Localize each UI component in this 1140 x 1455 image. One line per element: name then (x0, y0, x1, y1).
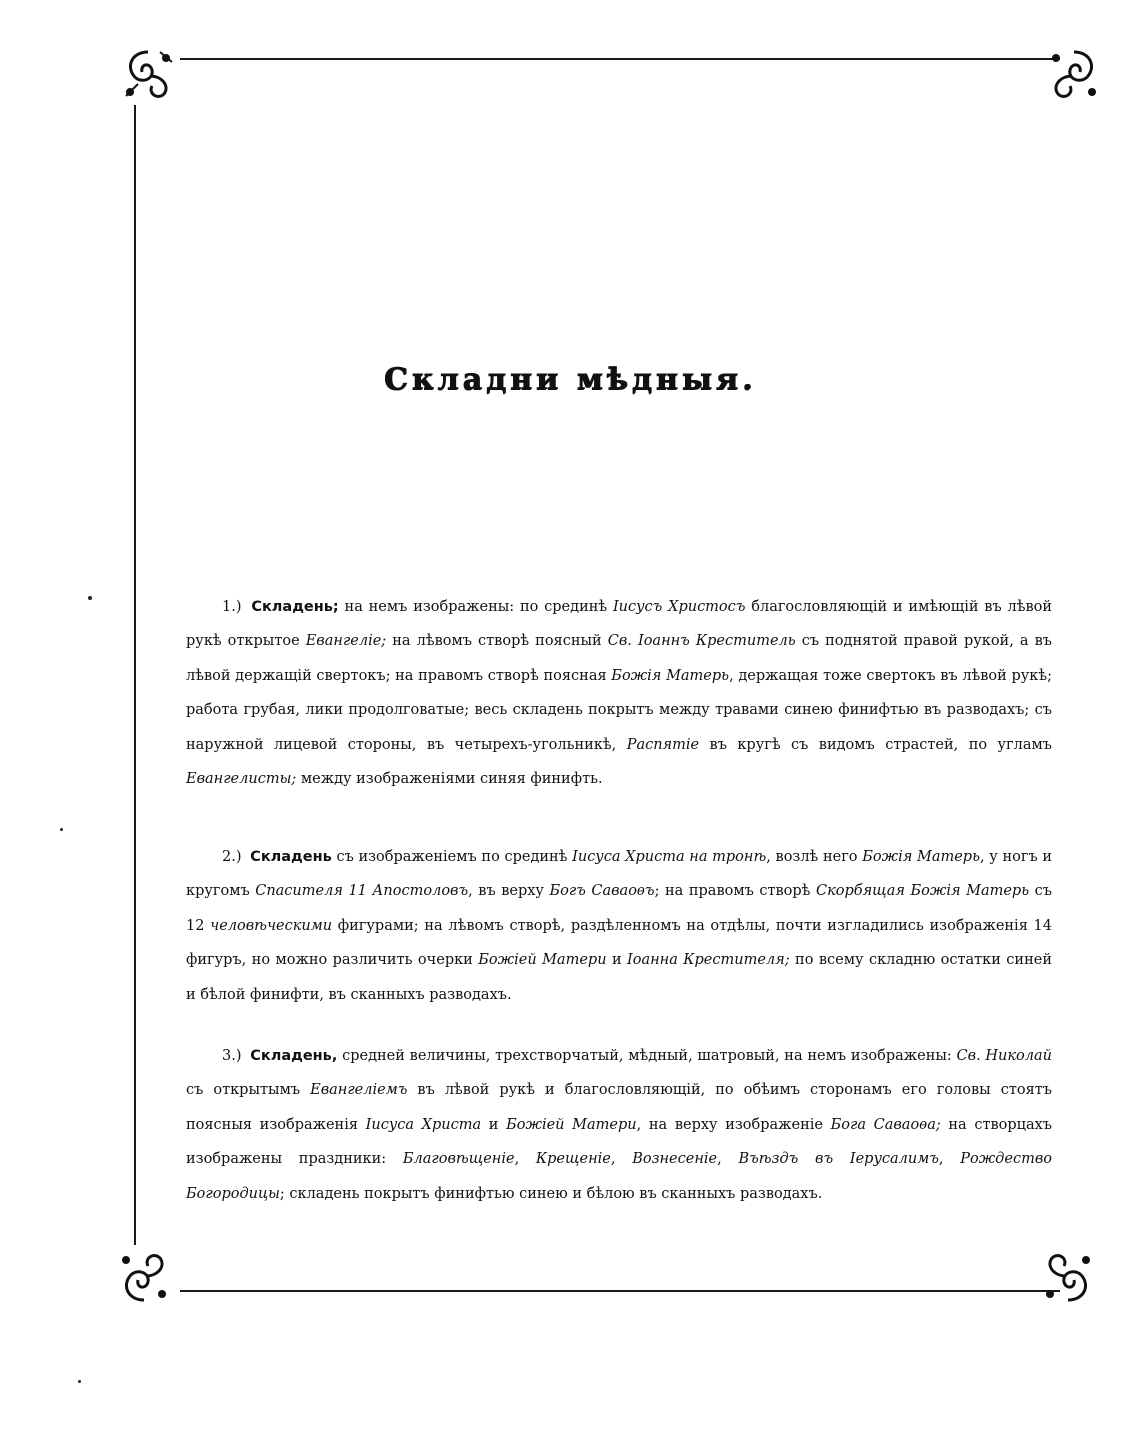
scan-speck (88, 596, 92, 600)
entry-emphasis: Богъ Саваоѳъ (549, 883, 655, 900)
entry-segment: съ 12 (186, 883, 1052, 934)
entry-emphasis: Божія Матерь (611, 667, 730, 684)
entry-number: 1.) (222, 599, 242, 615)
entry-segment: съ поднятой правой рукой, а въ лѣвой держащій свертокъ; на правомъ створѣ поясная (186, 633, 1052, 684)
entry-text (186, 1048, 1052, 1202)
entry-heading: Складень; (251, 599, 339, 615)
entry-segment: ; на правомъ створѣ (654, 883, 816, 900)
scan-speck (60, 828, 63, 831)
entry-number: 3.) (222, 1048, 242, 1064)
entry-emphasis: Крещеніе (535, 1151, 611, 1168)
entry-emphasis: Спасителя 11 Апостоловъ (255, 883, 469, 900)
corner-ornament-bottom-left-icon (116, 1250, 172, 1306)
entry-segment: и (481, 1116, 507, 1133)
entry-emphasis: человѣческими (210, 917, 333, 934)
entry-emphasis: Въѣздъ въ Іерусалимъ (738, 1151, 939, 1168)
corner-ornament-bottom-right-icon (1040, 1250, 1096, 1306)
entry-segment: средней величины, трехстворчатый, мѣдный, шатровый, на немъ изображены: (337, 1048, 957, 1064)
entry-segment: ; складень покрытъ финифтью синею и бѣлою въ сканныхъ разводахъ. (279, 1185, 823, 1202)
frame-left-line (134, 105, 136, 1245)
entry-emphasis: Евангеліемъ (310, 1082, 408, 1099)
entry-emphasis: Благовѣщеніе (402, 1151, 515, 1168)
entry-segment: , (514, 1151, 536, 1168)
entry-emphasis: Св. Николай (956, 1048, 1052, 1064)
entry-segment: въ лѣвой рукѣ и благословляющій, по обѣимъ сторонамъ его головы стоятъ поясныя изображенія (186, 1082, 1052, 1133)
entry-segment: , возлѣ него (766, 849, 863, 865)
entry-segment: благословляющій и имѣющій въ лѣвой рукѣ открытое (186, 599, 1053, 650)
entry-segment: , (938, 1151, 961, 1168)
entry-segment: , у ногъ и кругомъ (186, 849, 1053, 900)
entry-text (186, 849, 1052, 1003)
entry-emphasis: Рождество Богородицы (186, 1151, 1052, 1202)
page-title: Складни мѣдныя. (383, 362, 757, 397)
entry-segment: по всему складню остатки синей и бѣлой финифти, въ сканныхъ разводахъ. (186, 952, 1052, 1003)
frame-bottom-line (180, 1290, 1060, 1292)
entry-segment: и (606, 952, 628, 969)
corner-ornament-top-left-icon (120, 46, 176, 102)
entry-1 (186, 590, 1052, 796)
entry-text (186, 599, 1052, 787)
entry-emphasis: Евангелисты; (186, 771, 297, 788)
entry-segment: , (610, 1151, 633, 1168)
entry-heading: Складень (250, 849, 332, 865)
entry-number: 2.) (222, 849, 242, 865)
entry-segment: на немъ изображены: по срединѣ (338, 599, 613, 615)
entry-segment: на лѣвомъ створѣ поясный (386, 633, 608, 650)
frame-top-line (180, 58, 1060, 60)
scan-speck (78, 1380, 81, 1383)
entry-segment: , (717, 1151, 739, 1168)
entry-segment: между изображеніями синяя финифть. (296, 771, 603, 788)
entry-3 (186, 1039, 1052, 1211)
entry-emphasis: Св. Іоаннъ Креститель (607, 633, 796, 650)
entry-emphasis: Іисуса Христа (365, 1116, 482, 1133)
entry-emphasis: Іисусъ Христосъ (612, 599, 746, 615)
entry-emphasis: Божіей Матери (478, 952, 607, 969)
entry-segment: на створцахъ изображены праздники: (186, 1116, 1053, 1168)
entry-segment: , въ верху (468, 883, 550, 900)
entry-heading: Складень, (250, 1048, 338, 1064)
corner-ornament-top-right-icon (1046, 46, 1102, 102)
entry-emphasis: Евангеліе; (305, 633, 387, 650)
entry-segment: въ кругѣ съ видомъ страстей, по угламъ (699, 736, 1053, 753)
entry-segment: , держащая тоже свертокъ въ лѣвой рукѣ; работа грубая, лики продолговатые; весь складень покрытъ между травами синею финифтью въ разводахъ; съ наружной лицевой стороны, въ четырехъ-угольникѣ, (186, 667, 1053, 753)
entry-emphasis: Вознесеніе (632, 1151, 718, 1168)
entry-emphasis: Бога Саваоѳа; (830, 1116, 941, 1133)
entry-emphasis: Скорбящая Божія Матерь (815, 883, 1030, 900)
entry-emphasis: Іисуса Христа на тронѣ (572, 849, 767, 865)
entry-2 (186, 840, 1052, 1012)
entry-segment: фигурами; на лѣвомъ створѣ, раздѣленномъ на отдѣлы, почти изгладились изображенія 14 фигуръ, но можно различить очерки (186, 917, 1053, 969)
entry-emphasis: Божіей Матери (506, 1116, 637, 1133)
entry-segment: , на верху изображеніе (636, 1116, 831, 1133)
entry-emphasis: Божія Матерь (862, 849, 980, 865)
entry-emphasis: Іоанна Крестителя; (627, 952, 790, 969)
entry-segment: съ изображеніемъ по срединѣ (331, 849, 573, 865)
entry-emphasis: Распятіе (626, 736, 700, 753)
entry-segment: съ открытымъ (186, 1082, 311, 1099)
